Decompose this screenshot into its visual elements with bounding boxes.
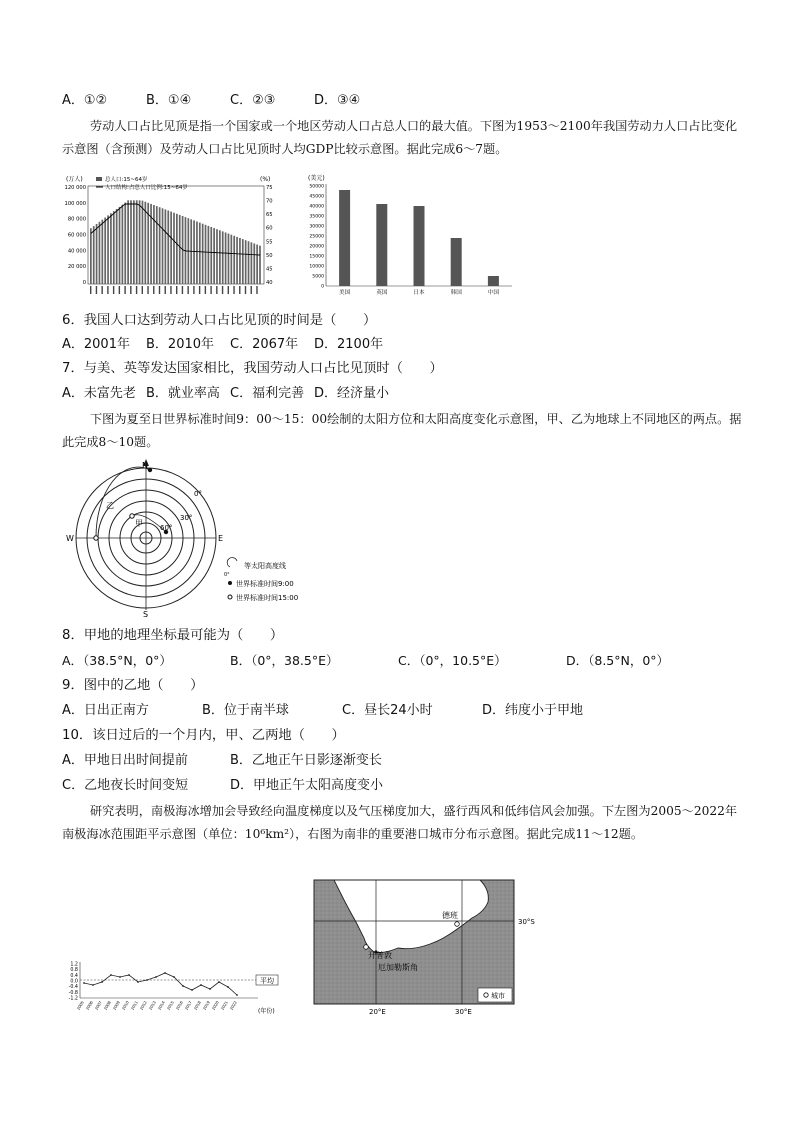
ice-x-label: 2016 (174, 1000, 184, 1011)
label-n: N (142, 461, 148, 470)
ice-y-tick: 1.2 (70, 962, 78, 968)
legend-15: 世界标准时间15:00 (236, 594, 299, 602)
pop-bar (113, 211, 115, 284)
gdp-y-tick: 30000 (309, 224, 324, 230)
ice-x-label: 2015 (165, 1000, 175, 1011)
gdp-y-tick: 20000 (309, 244, 324, 250)
gdp-y-tick: 40000 (309, 204, 324, 210)
ice-x-label: 2006 (84, 1000, 94, 1011)
gdp-y-tick: 45000 (309, 194, 324, 200)
pop-right-tick: 45 (266, 266, 273, 273)
legend-iso-sym: 0° (224, 572, 230, 578)
legend-iso: 等太阳高度线 (244, 562, 286, 570)
label-jia: 甲 (135, 519, 143, 528)
gdp-y-tick: 10000 (309, 264, 324, 270)
q6-stem: 6．我国人口达到劳动人口占比见顶的时间是（ ） (62, 313, 377, 328)
label-30e: 30°E (455, 1008, 472, 1016)
pop-bar (239, 238, 241, 284)
q10-stem: 10．该日过后的一个月内，甲、乙两地（ ） (62, 728, 345, 743)
pop-x-tick-label (165, 286, 166, 294)
q8-option-b[interactable]: B．（0°，38.5°E） (230, 653, 339, 668)
q7-stem: 7．与美、英等发达国家相比，我国劳动人口占比见顶时（ ） (62, 361, 443, 376)
gdp-x-label: 美国 (338, 290, 351, 296)
pop-left-tick: 120 000 (64, 185, 86, 191)
gdp-x-label: 日本 (413, 290, 425, 296)
pop-x-tick-label (119, 286, 120, 294)
pop-bar (236, 237, 238, 284)
pop-x-tick-label (107, 286, 108, 294)
gdp-y-tick: 25000 (309, 234, 324, 240)
pop-x-tick-label (251, 286, 252, 294)
pop-bar (153, 205, 155, 284)
pop-bar (199, 223, 201, 284)
label-capetown: 开普敦 (368, 951, 392, 960)
pop-bar (104, 218, 106, 284)
pop-bar (96, 224, 98, 284)
pop-left-tick: 0 (82, 280, 86, 286)
ice-x-label: 2008 (102, 1000, 112, 1011)
gdp-x-label: 韩国 (450, 290, 462, 296)
pop-x-tick-label (193, 286, 194, 294)
pop-bar (242, 239, 244, 284)
pop-left-tick: 20 000 (67, 264, 86, 271)
pop-left-ticks (65, 185, 86, 286)
pop-bar (139, 200, 141, 284)
q9-option-d[interactable]: D．纬度小于甲地 (482, 703, 584, 718)
pop-unit-left: (万人) (66, 176, 83, 183)
q9-stem: 9．图中的乙地（ ） (62, 678, 204, 693)
pop-x-tick-label (233, 286, 234, 294)
label-0deg: 0° (194, 490, 202, 498)
q9-option-b[interactable]: B．位于南半球 (202, 703, 289, 718)
q6-option-a[interactable]: A．2001年 (62, 337, 130, 352)
pop-bar (107, 215, 109, 284)
pop-bar (176, 214, 178, 284)
pop-bar (193, 220, 195, 284)
pop-bar (256, 245, 258, 284)
pop-x-tick-label (239, 286, 240, 294)
q8-option-c[interactable]: C．（0°，10.5°E） (398, 653, 507, 668)
q5-option-d[interactable]: D．③④ (314, 93, 361, 108)
ice-x-labels (76, 1000, 238, 1011)
ice-x-label: 2009 (111, 1000, 121, 1011)
pop-x-tick-label (113, 286, 114, 294)
pop-bar (205, 225, 207, 284)
iso-legend-icon (227, 558, 237, 567)
pop-bar (101, 220, 103, 284)
ice-x-label: 2020 (210, 1000, 220, 1011)
ice-y-tick: 0.4 (70, 973, 78, 979)
gdp-ylabel: (美元) (308, 175, 325, 182)
gdp-x-label: 中国 (487, 290, 500, 296)
pop-bar (245, 240, 247, 284)
pop-left-tick: 80 000 (67, 216, 86, 223)
label-durban: 德班 (442, 911, 458, 920)
pop-x-labels (90, 286, 258, 294)
pop-bar (144, 202, 146, 284)
q5-option-a[interactable]: A．①② (62, 93, 108, 108)
pop-x-tick-label (136, 286, 137, 294)
pop-bar (173, 213, 175, 284)
q7-options (62, 385, 389, 403)
city-capetown (364, 945, 369, 950)
label-60deg: 60° (160, 524, 173, 532)
south-africa-map (312, 878, 548, 1018)
pop-bar (136, 200, 138, 284)
ice-x-label: 2019 (201, 1000, 211, 1011)
gdp-bar-0 (339, 190, 350, 286)
pop-bar (122, 205, 124, 284)
intro-6-7: 劳动人口占比见顶是指一个国家或一个地区劳动人口占总人口的最大值。下图为1953～2100年我国劳动力人口占比变化示意图（含预测）及劳动人口占比见顶时人均GDP比较示意图。据此完成6～7题。 (62, 119, 738, 156)
pop-bar (228, 234, 230, 284)
pop-right-ticks (266, 185, 273, 286)
pop-x-tick-label (90, 286, 91, 294)
legend-bar-swatch (96, 177, 102, 181)
q6-option-b[interactable]: B．2010年 (146, 337, 215, 352)
legend-9-dot (228, 581, 232, 585)
q8-option-d[interactable]: D．（8.5°N，0°） (566, 653, 670, 668)
gdp-bar-1 (376, 204, 387, 286)
sun-3pm-jia (130, 514, 134, 518)
gdp-bar-3 (451, 238, 462, 286)
ice-dots (83, 972, 238, 996)
pop-bar (159, 207, 161, 284)
pop-left-tick: 40 000 (67, 248, 86, 255)
pop-right-tick: 60 (266, 225, 273, 232)
legend-15-dot (228, 595, 232, 599)
city-durban (455, 922, 460, 927)
pop-legend-line: 人口结构:占总人口比例:15~64岁 (105, 185, 188, 191)
ice-y-tick: 0.0 (70, 979, 78, 985)
pop-x-tick-label (101, 286, 102, 294)
ice-anomaly-line (84, 973, 237, 995)
q5-options (62, 92, 360, 110)
q10-option-b[interactable]: B．乙地正午日影逐渐变长 (230, 753, 382, 768)
pop-x-tick-label (205, 286, 206, 294)
pop-bar (130, 200, 132, 284)
pop-x-tick-label (245, 286, 246, 294)
pop-bar (90, 228, 92, 284)
q10-option-a[interactable]: A．甲地日出时间提前 (62, 753, 188, 768)
label-agulhas: 厄加勒斯角 (378, 963, 418, 972)
pop-bar (119, 207, 121, 284)
q9-option-a[interactable]: A．日出正南方 (62, 703, 149, 718)
label-e: E (218, 534, 224, 543)
label-yi: 乙 (106, 501, 114, 510)
ice-x-label: 2021 (219, 1000, 229, 1011)
sun-9am-yi (148, 468, 152, 472)
pop-bar (219, 230, 221, 284)
ice-x-label: 2007 (93, 1000, 103, 1011)
pop-x-tick-label (256, 286, 257, 294)
map-legend-label: 城市 (491, 992, 505, 1000)
ice-y-tick: -0.8 (68, 990, 78, 996)
q8-stem: 8．甲地的地理坐标最可能为（ ） (62, 628, 284, 643)
pop-x-tick-label (124, 286, 125, 294)
ice-x-label: 2010 (120, 1000, 130, 1011)
q9-options (62, 702, 583, 720)
q6-options (62, 336, 383, 354)
q7-option-b[interactable]: B．就业率高 (146, 386, 220, 401)
pop-x-tick-label (176, 286, 177, 294)
ice-x-label: 2013 (147, 1000, 157, 1011)
pop-bar (196, 221, 198, 284)
pop-x-tick-label (130, 286, 131, 294)
gdp-y-tick: 5000 (312, 274, 324, 280)
pop-x-tick-label (199, 286, 200, 294)
pop-bar (230, 235, 232, 284)
sun-3pm-yi (94, 536, 98, 540)
pop-x-tick-label (216, 286, 217, 294)
sun-diagram (62, 458, 332, 618)
pop-bar (259, 246, 261, 284)
pop-bar (179, 215, 181, 284)
q7-option-a[interactable]: A．未富先老 (62, 386, 136, 401)
gdp-y-ticks (309, 184, 324, 290)
ice-x-label: 2017 (183, 1000, 193, 1011)
label-30deg: 30° (180, 514, 193, 522)
pop-bar (202, 224, 204, 284)
pop-bar (156, 206, 158, 284)
gdp-x-label: 英国 (376, 290, 388, 296)
map-legend-city-icon (484, 993, 488, 997)
gdp-y-tick: 35000 (309, 214, 324, 220)
pop-bar (99, 222, 101, 284)
pop-x-tick-label (170, 286, 171, 294)
label-w: W (66, 534, 74, 543)
q10-option-d[interactable]: D．甲地正午太阳高度变小 (230, 778, 384, 793)
pop-x-tick-label (222, 286, 223, 294)
ice-x-label: 2005 (75, 1000, 85, 1011)
pop-x-tick-label (228, 286, 229, 294)
gdp-y-tick: 0 (321, 284, 324, 290)
gdp-bar-4 (488, 276, 499, 286)
q10-options-row1 (62, 752, 382, 770)
gdp-y-tick: 50000 (309, 184, 324, 190)
pop-bar (167, 211, 169, 284)
ice-x-label: 2018 (192, 1000, 202, 1011)
pop-bar (116, 209, 118, 284)
ice-x-unit: (年份) (258, 1008, 275, 1015)
pop-x-tick-label (153, 286, 154, 294)
pop-bar (170, 212, 172, 284)
pop-bar (93, 226, 95, 284)
gdp-bar-2 (414, 206, 425, 286)
q6-option-c[interactable]: C．2067年 (230, 337, 299, 352)
pop-bar (253, 243, 255, 284)
ice-y-tick: -0.4 (68, 985, 78, 991)
q7-option-d[interactable]: D．经济量小 (314, 386, 390, 401)
pop-right-tick: 70 (266, 198, 273, 205)
q9-option-c[interactable]: C．昼长24小时 (342, 703, 433, 718)
ice-y-tick: -1.2 (68, 996, 78, 1002)
pop-x-tick-label (96, 286, 97, 294)
q8-option-a[interactable]: A．（38.5°N，0°） (62, 653, 172, 668)
pop-bar (124, 203, 126, 284)
pop-bar (213, 228, 215, 284)
pop-bar (210, 227, 212, 284)
label-20e: 20°E (369, 1008, 386, 1016)
gdp-y-tick: 15000 (309, 254, 324, 260)
q10-options-row2 (62, 777, 383, 795)
pop-bar (208, 226, 210, 284)
pop-x-tick-label (159, 286, 160, 294)
q6-option-d[interactable]: D．2100年 (314, 337, 384, 352)
pop-right-tick: 55 (266, 239, 273, 246)
q8-options (62, 652, 669, 670)
pop-bar (133, 200, 135, 284)
ice-x-label: 2022 (228, 1000, 238, 1011)
pop-bar (233, 236, 235, 284)
pop-bar (127, 200, 129, 284)
ice-x-label: 2014 (156, 1000, 166, 1011)
gdp-x-labels (339, 288, 499, 296)
pop-bar (248, 241, 250, 284)
pop-x-tick-label (182, 286, 183, 294)
pop-x-tick-label (147, 286, 148, 294)
ice-x-label: 2012 (138, 1000, 148, 1011)
pop-bar (251, 242, 253, 284)
pop-right-tick: 40 (266, 280, 273, 286)
label-s: S (143, 610, 149, 618)
pop-bar (225, 232, 227, 284)
q5-option-c[interactable]: C．②③ (230, 93, 276, 108)
intro-8-10: 下图为夏至日世界标准时间9：00～15：00绘制的太阳方位和太阳高度变化示意图，甲、乙为地球上不同地区的两点。据此完成8～10题。 (62, 412, 742, 449)
pop-legend-bar: 总人口:15~64岁 (105, 177, 148, 183)
ice-y-tick: 0.8 (70, 968, 78, 974)
pop-bar (165, 209, 167, 284)
gdp-bars (339, 190, 499, 286)
ice-y-ticks (69, 962, 78, 1002)
intro-11-12: 研究表明，南极海冰增加会导致经向温度梯度以及气压梯度加大，盛行西风和低纬信风会加强。下左图为2005～2022年南极海冰范围距平示意图（单位：10⁶km²），右图为南非的重要港口城市分布示意图。据此完成11～12题。 (62, 804, 738, 841)
pop-x-tick-label (187, 286, 188, 294)
population-chart (60, 172, 280, 298)
gdp-chart (300, 172, 516, 298)
q10-option-c[interactable]: C．乙地夜长时间变短 (62, 778, 189, 793)
q7-option-c[interactable]: C．福利完善 (230, 386, 305, 401)
pop-x-tick-label (142, 286, 143, 294)
pop-unit-right: (%) (260, 176, 271, 183)
pop-right-tick: 65 (266, 212, 273, 219)
pop-bar (110, 213, 112, 284)
pop-bar (162, 208, 164, 284)
label-30s: 30°S (518, 918, 535, 926)
pop-bar (142, 201, 144, 284)
ice-x-label: 2011 (129, 1000, 139, 1011)
pop-bar (216, 229, 218, 284)
q5-option-b[interactable]: B．①④ (146, 93, 192, 108)
pop-left-tick: 60 000 (67, 232, 86, 239)
seaice-chart (62, 958, 284, 1018)
ice-avg-label: 平均 (260, 977, 274, 985)
pop-x-tick-label (210, 286, 211, 294)
legend-9: 世界标准时间9:00 (236, 580, 294, 588)
pop-bar (222, 231, 224, 284)
pop-left-tick: 100 000 (64, 200, 86, 207)
pop-right-tick: 50 (266, 252, 273, 259)
pop-right-tick: 75 (266, 185, 273, 191)
